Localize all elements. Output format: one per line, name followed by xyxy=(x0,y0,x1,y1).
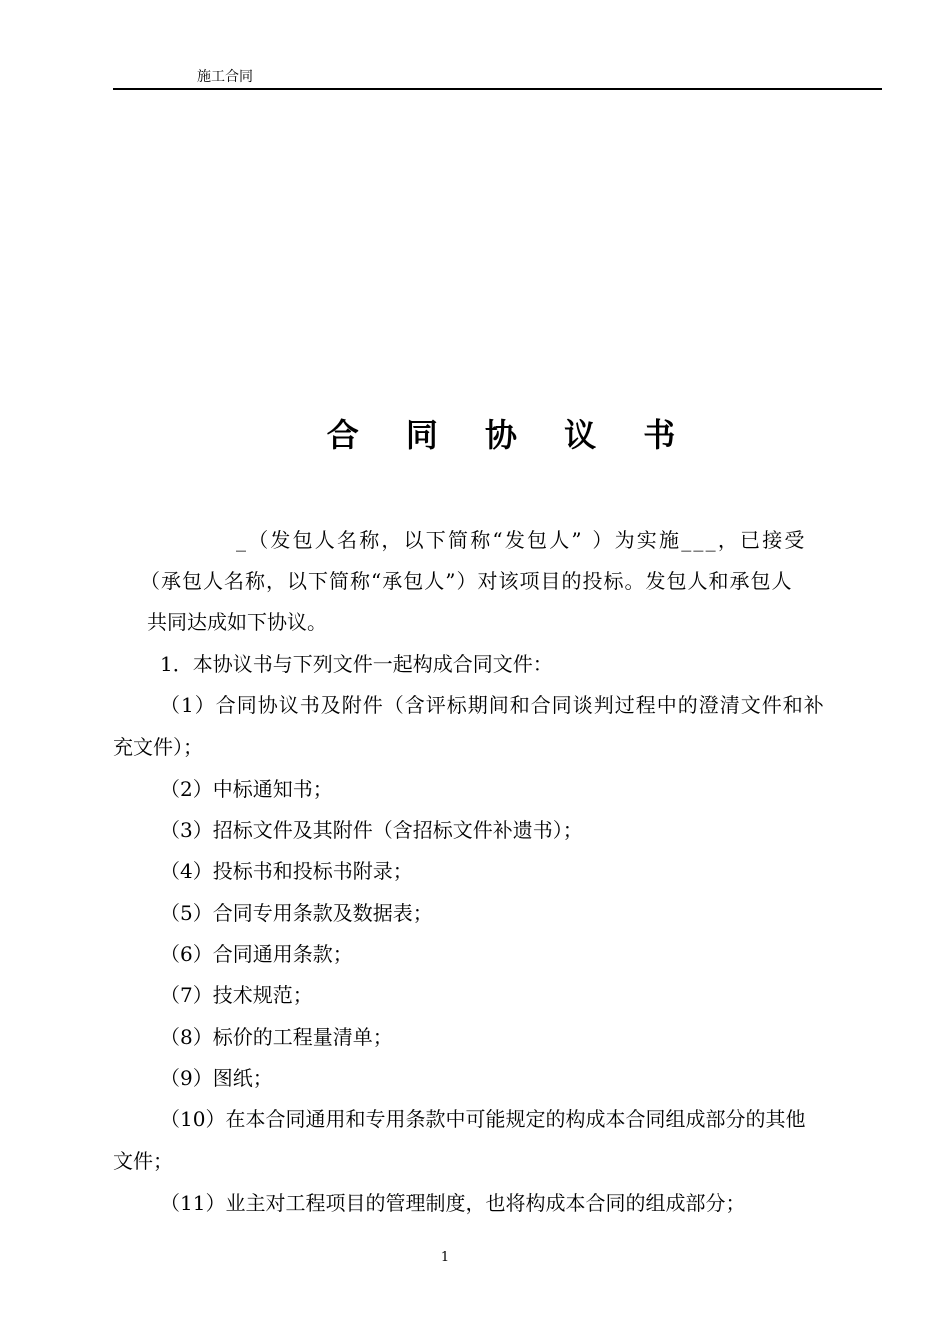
intro-project-blank: ___ xyxy=(681,528,718,552)
clause-1-item-1: （1）合同协议书及附件（含评标期间和合同谈判过程中的澄清文件和补 xyxy=(160,693,825,717)
clause-1-item-4: （4）投标书和投标书附录； xyxy=(160,859,413,883)
clause-1-item-8: （8）标价的工程量清单； xyxy=(160,1025,393,1049)
intro-line-2: （承包人名称，以下简称“承包人”）对该项目的投标。发包人和承包人 xyxy=(140,569,793,593)
clause-1-item-9: （9）图纸； xyxy=(160,1066,273,1090)
clause-1-item-2: （2）中标通知书； xyxy=(160,777,333,801)
intro-line-1 xyxy=(236,526,807,554)
clause-1-item-3: （3）招标文件及其附件（含招标文件补遗书）； xyxy=(160,818,583,842)
clause-1-item-1-cont: 充文件）； xyxy=(113,735,203,759)
document-title: 合 同 协 议 书 xyxy=(326,416,694,454)
clause-1-item-5: （5）合同专用条款及数据表； xyxy=(160,901,433,925)
clause-1-item-10-cont: 文件； xyxy=(113,1149,173,1173)
clause-1-item-11: （11）业主对工程项目的管理制度，也将构成本合同的组成部分； xyxy=(160,1191,746,1215)
header-title: 施工合同 xyxy=(197,69,253,85)
intro-line-1-text: （发包人名称，以下简称“发包人” ）为实施 xyxy=(248,528,682,552)
clause-1-item-7: （7）技术规范； xyxy=(160,983,313,1007)
header-rule xyxy=(113,88,882,90)
clause-1-item-10: （10）在本合同通用和专用条款中可能规定的构成本合同组成部分的其他 xyxy=(160,1107,806,1131)
intro-lead-blank: _ xyxy=(236,528,249,552)
clause-1-heading: 1．本协议书与下列文件一起构成合同文件： xyxy=(160,652,553,676)
page-number: 1 xyxy=(440,1250,450,1265)
intro-line-1-tail: ，已接受 xyxy=(717,528,807,552)
clause-1-item-6: （6）合同通用条款； xyxy=(160,942,353,966)
intro-line-3: 共同达成如下协议。 xyxy=(147,610,327,634)
